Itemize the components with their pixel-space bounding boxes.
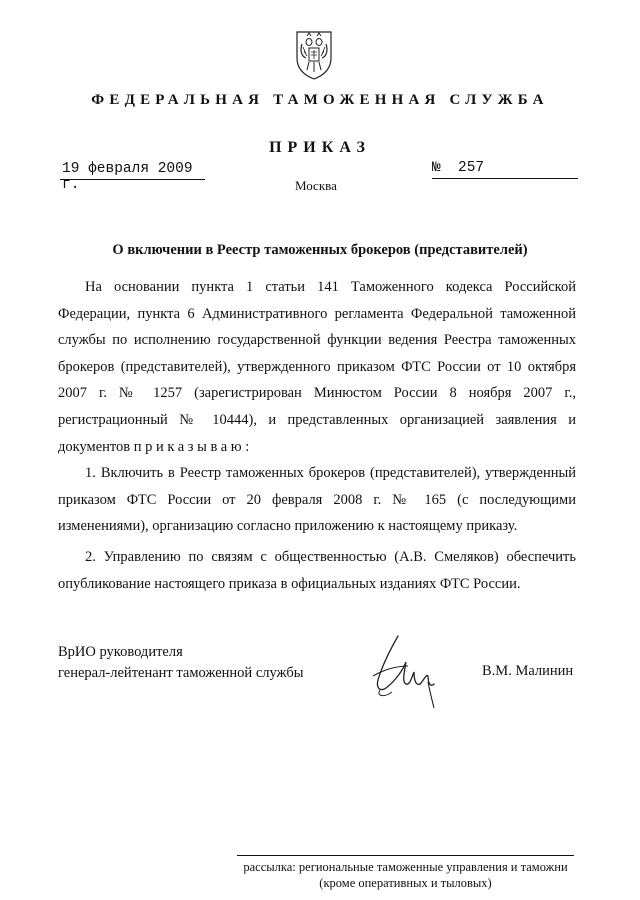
city: Москва xyxy=(295,178,337,193)
document-type: ПРИКАЗ xyxy=(269,139,371,156)
order-body xyxy=(58,274,576,597)
handwritten-signature xyxy=(368,632,448,710)
distribution-list xyxy=(237,859,574,891)
signatory-position xyxy=(58,642,304,684)
order-item-2: 2. Управлению по связям с общественностью (А.В. Смеляков) обеспечить опубликование настоящего приказа в официальных изданиях ФТС России. xyxy=(58,548,576,592)
order-number-value: 257 xyxy=(458,160,485,176)
distribution-line1: рассылка: региональные таможенные управления и таможни xyxy=(243,860,568,874)
preamble-text: На основании пункта 1 статьи 141 Таможенного кодекса Российской Федерации, пункта 6 Административного регламента Федеральной таможенной службы по исполнению государственной функции ведения Реестра таможенных брокеров (представителей), утвержденного приказом ФТС России от 10 октября 2007 г. № 1257 (зарегистрирован Минюстом России 8 ноября 2007 г., регистрационный № 10444), и представленных организацией заявления и документов xyxy=(58,279,576,455)
signatory-position-line2: генерал-лейтенант таможенной службы xyxy=(58,665,304,681)
order-number xyxy=(432,160,578,179)
distribution-divider xyxy=(237,855,574,856)
signatory-position-line1: ВрИО руководителя xyxy=(58,644,183,660)
order-item-1: 1. Включить в Реестр таможенных брокеров (представителей), утвержденный приказом ФТС России от 20 февраля 2008 г. № 165 (с последующими изменениями), организацию согласно приложению к настоящему приказу. xyxy=(58,465,576,535)
signatory-name: В.М. Малинин xyxy=(482,663,574,679)
preamble-paragraph xyxy=(58,274,576,460)
order-date xyxy=(60,161,205,193)
distribution-line2: (кроме оперативных и тыловых) xyxy=(319,876,492,890)
number-sign: № xyxy=(432,160,441,176)
coat-of-arms-icon xyxy=(294,28,334,80)
order-date-text: 19 февраля 2009 г. xyxy=(62,161,193,193)
order-title: О включении в Реестр таможенных брокеров (представителей) xyxy=(112,242,528,258)
agency-name: ФЕДЕРАЛЬНАЯ ТАМОЖЕННАЯ СЛУЖБА xyxy=(91,92,549,108)
order-verb: приказываю: xyxy=(133,438,253,455)
